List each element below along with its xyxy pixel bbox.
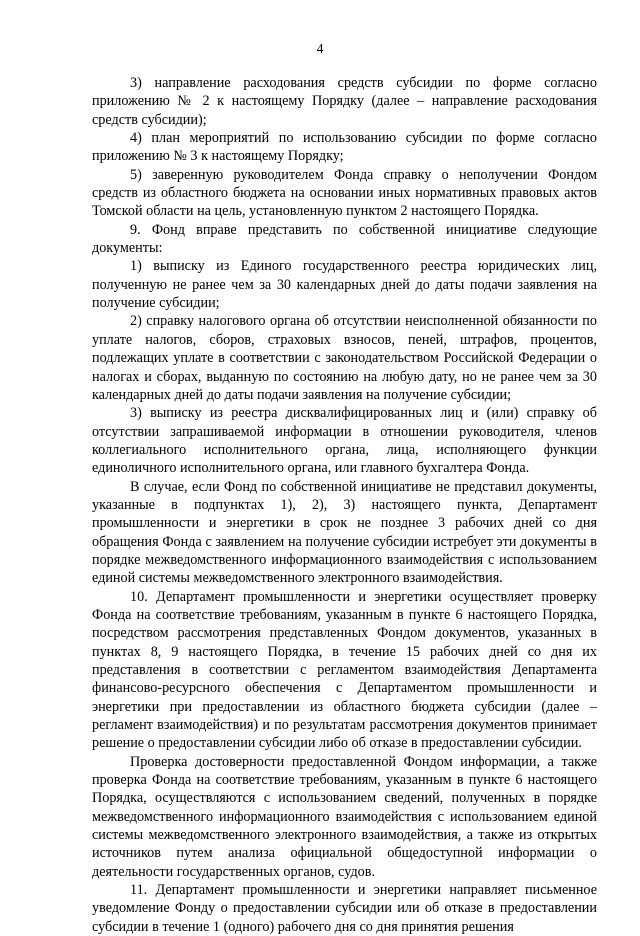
paragraph-clause-9: 9. Фонд вправе представить по собственной инициативе следующие документы:: [92, 221, 597, 257]
document-body: [92, 74, 597, 936]
paragraph-item-4: 4) план мероприятий по использованию субсидии по форме согласно приложению № 3 к настоящему Порядку;: [92, 130, 597, 165]
paragraph-clause-10: 10. Департамент промышленности и энергетики осуществляет проверку Фонда на соответствие требованиям, указанным в пункте 6 настоящего Порядка, посредством рассмотрения представленных Фондом документов, указанных в пунктах 8, 9 настоящего Порядка, в течение 15 рабочих дней со дня их представления в соответствии с регламентом взаимодействия Департамента финансово-ресурсного обеспечения с Департаментом промышленности и энергетики при предоставлении из областного бюджета субсидии (далее – регламент взаимодействия) и по результатам рассмотрения документов принимает решение о предоставлении субсидии либо об отказе в предоставлении субсидии.: [92, 588, 597, 752]
page-number: 4: [316, 42, 324, 57]
paragraph-clause-9-item-1: 1) выписку из Единого государственного реестра юридических лиц, полученную не ранее чем за 30 календарных дней до даты подачи заявления на получение субсидии;: [92, 258, 597, 312]
paragraph-clause-9-note: В случае, если Фонд по собственной инициативе не представил документы, указанные в подпунктах 1), 2), 3) настоящего пункта, Департамент промышленности и энергетики в срок не позднее 3 рабочих дней со дня обращения Фонда с заявлением на получение субсидии истребует эти документы в порядке межведомственного информационного взаимодействия с использованием единой системы межведомственного электронного взаимодействия.: [92, 478, 597, 587]
paragraph-clause-9-item-2: 2) справку налогового органа об отсутствии неисполненной обязанности по уплате налогов, сборов, страховых взносов, пеней, штрафов, процентов, подлежащих уплате в соответствии с законодательством Российской Федерации о налогах и сборах, выданную по состоянию на любую дату, но не ранее чем за 30 календарных дней до даты подачи заявления на получение субсидии;: [92, 313, 597, 403]
paragraph-item-3: 3) направление расходования средств субсидии по форме согласно приложению № 2 к настоящему Порядку (далее – направление расходования средств субсидии);: [92, 75, 597, 128]
paragraph-clause-9-item-3: 3) выписку из реестра дисквалифицированных лиц и (или) справку об отсутствии запрашиваемой информации в отношении руководителя, членов коллегиального исполнительного органа, лица, исполняющего функции единоличного исполнительного органа, или главного бухгалтера Фонда.: [92, 405, 597, 477]
paragraph-clause-11: 11. Департамент промышленности и энергетики направляет письменное уведомление Фонду о предоставлении субсидии или об отказе в предоставлении субсидии в течение 1 (одного) рабочего дня со дня принятия решения: [92, 882, 597, 935]
paragraph-item-5: 5) заверенную руководителем Фонда справку о неполучении Фондом средств из областного бюджета на основании иных нормативных правовых актов Томской области на цель, установленную пунктом 2 настоящего Порядка.: [92, 166, 597, 220]
paragraph-clause-10-verification: Проверка достоверности предоставленной Фондом информации, а также проверка Фонда на соответствие требованиям, указанным в пункте 6 настоящего Порядка, осуществляются с использованием сведений, полученных в порядке межведомственного информационного взаимодействия с использованием единой системы межведомственного электронного взаимодействия, а также из открытых источников путем анализа официальной общедоступной информации о деятельности государственных органов, судов.: [92, 753, 597, 880]
